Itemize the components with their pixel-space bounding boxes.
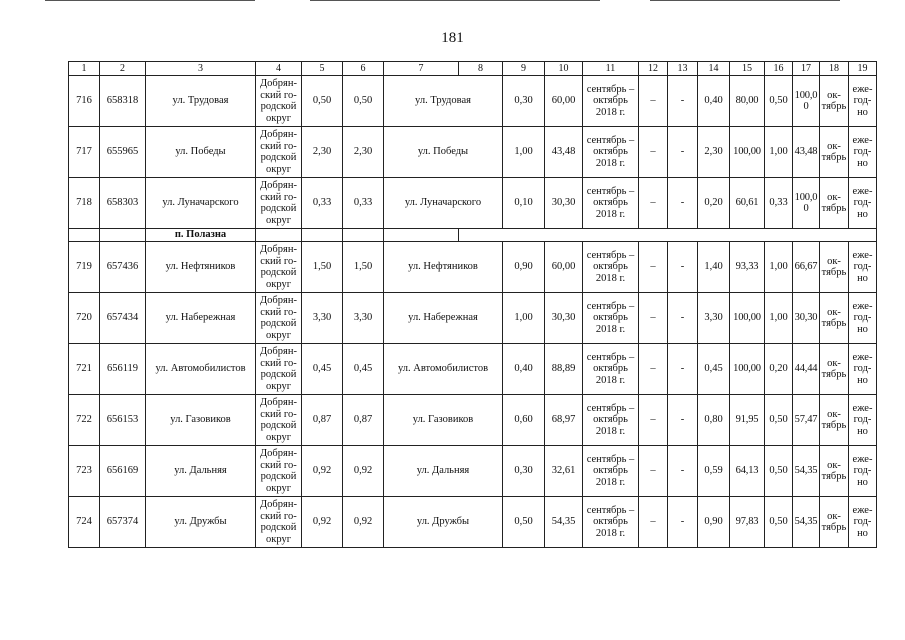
- column-header: 12: [639, 62, 668, 76]
- length-value: 0,92: [343, 446, 384, 497]
- section-name: ул. Луначарского: [384, 178, 503, 229]
- column-header: 16: [765, 62, 793, 76]
- dash-cell: -: [668, 395, 698, 446]
- section-name: ул. Газовиков: [384, 395, 503, 446]
- length-value: 2,30: [302, 127, 343, 178]
- road-code: 658303: [100, 178, 146, 229]
- work-period: сентябрь – октябрь 2018 г.: [583, 497, 639, 548]
- section-name: ул. Нефтяников: [384, 242, 503, 293]
- frequency-value: еже-год-но: [849, 293, 877, 344]
- scan-edge-line: [650, 0, 840, 1]
- percent-value: 100,0 0: [793, 76, 820, 127]
- row-number: 723: [69, 446, 100, 497]
- road-code: 656119: [100, 344, 146, 395]
- work-period: сентябрь – октябрь 2018 г.: [583, 293, 639, 344]
- percent-value: 100,00: [730, 127, 765, 178]
- length-value: 0,80: [698, 395, 730, 446]
- percent-value: 54,35: [793, 497, 820, 548]
- length-value: 1,40: [698, 242, 730, 293]
- row-number: 716: [69, 76, 100, 127]
- settlement-name: п. Полазна: [146, 229, 256, 242]
- table-row: [69, 76, 877, 127]
- frequency-value: еже-год-но: [849, 446, 877, 497]
- percent-value: 100,00: [730, 344, 765, 395]
- section-name: ул. Дружбы: [384, 497, 503, 548]
- percent-value: 44,44: [793, 344, 820, 395]
- table-row: [69, 178, 877, 229]
- month-value: ок-тябрь: [820, 344, 849, 395]
- percent-value: 68,97: [545, 395, 583, 446]
- length-value: 0,92: [302, 497, 343, 548]
- percent-value: 80,00: [730, 76, 765, 127]
- length-value: 1,50: [343, 242, 384, 293]
- column-header: 13: [668, 62, 698, 76]
- repair-length: 0,30: [503, 446, 545, 497]
- repair-length: 0,60: [503, 395, 545, 446]
- length-value: 0,50: [765, 446, 793, 497]
- row-number: 722: [69, 395, 100, 446]
- frequency-value: еже-год-но: [849, 395, 877, 446]
- column-header: 8: [459, 62, 503, 76]
- month-value: ок-тябрь: [820, 446, 849, 497]
- street-name: ул. Трудовая: [146, 76, 256, 127]
- length-value: 0,87: [302, 395, 343, 446]
- frequency-value: еже-год-но: [849, 497, 877, 548]
- empty-cell: [384, 229, 459, 242]
- district-name: Добрян-ский го-родской округ: [256, 446, 302, 497]
- length-value: 0,90: [698, 497, 730, 548]
- row-number: 720: [69, 293, 100, 344]
- repair-length: 1,00: [503, 293, 545, 344]
- district-name: Добрян-ский го-родской округ: [256, 293, 302, 344]
- road-code: 656153: [100, 395, 146, 446]
- percent-value: 30,30: [545, 293, 583, 344]
- frequency-value: еже-год-но: [849, 76, 877, 127]
- work-period: сентябрь – октябрь 2018 г.: [583, 76, 639, 127]
- percent-value: 43,48: [793, 127, 820, 178]
- work-period: сентябрь – октябрь 2018 г.: [583, 178, 639, 229]
- length-value: 0,20: [765, 344, 793, 395]
- empty-cell: [343, 229, 384, 242]
- month-value: ок-тябрь: [820, 76, 849, 127]
- repair-length: 0,10: [503, 178, 545, 229]
- length-value: 1,00: [765, 293, 793, 344]
- dash-cell: -: [668, 127, 698, 178]
- section-name: ул. Автомобилистов: [384, 344, 503, 395]
- row-number: 719: [69, 242, 100, 293]
- month-value: ок-тябрь: [820, 395, 849, 446]
- dash-cell: -: [668, 497, 698, 548]
- dash-cell: –: [639, 497, 668, 548]
- length-value: 2,30: [343, 127, 384, 178]
- percent-value: 100,0 0: [793, 178, 820, 229]
- month-value: ок-тябрь: [820, 127, 849, 178]
- scan-edge-line: [45, 0, 255, 1]
- table-row: [69, 395, 877, 446]
- length-value: 3,30: [698, 293, 730, 344]
- table-row: [69, 497, 877, 548]
- percent-value: 43,48: [545, 127, 583, 178]
- length-value: 0,45: [302, 344, 343, 395]
- length-value: 2,30: [698, 127, 730, 178]
- month-value: ок-тябрь: [820, 293, 849, 344]
- dash-cell: –: [639, 178, 668, 229]
- percent-value: 97,83: [730, 497, 765, 548]
- length-value: 1,50: [302, 242, 343, 293]
- section-name: ул. Дальняя: [384, 446, 503, 497]
- street-name: ул. Дружбы: [146, 497, 256, 548]
- column-header: 17: [793, 62, 820, 76]
- row-number: 721: [69, 344, 100, 395]
- row-number: 724: [69, 497, 100, 548]
- repair-length: 1,00: [503, 127, 545, 178]
- length-value: 0,92: [302, 446, 343, 497]
- column-header: 6: [343, 62, 384, 76]
- section-name: ул. Победы: [384, 127, 503, 178]
- length-value: 0,50: [765, 76, 793, 127]
- road-code: 656169: [100, 446, 146, 497]
- frequency-value: еже-год-но: [849, 127, 877, 178]
- length-value: 0,50: [765, 395, 793, 446]
- dash-cell: -: [668, 446, 698, 497]
- table-row: [69, 242, 877, 293]
- empty-cell: [100, 229, 146, 242]
- column-header: 19: [849, 62, 877, 76]
- header-row: [69, 62, 877, 76]
- district-name: Добрян-ский го-родской округ: [256, 497, 302, 548]
- length-value: 1,00: [765, 242, 793, 293]
- length-value: 0,20: [698, 178, 730, 229]
- road-code: 655965: [100, 127, 146, 178]
- empty-cell: [459, 229, 877, 242]
- month-value: ок-тябрь: [820, 497, 849, 548]
- length-value: 0,50: [302, 76, 343, 127]
- road-works-table: [68, 61, 877, 548]
- length-value: 1,00: [765, 127, 793, 178]
- percent-value: 60,00: [545, 242, 583, 293]
- row-number: 718: [69, 178, 100, 229]
- percent-value: 64,13: [730, 446, 765, 497]
- dash-cell: –: [639, 395, 668, 446]
- table-row: [69, 446, 877, 497]
- repair-length: 0,40: [503, 344, 545, 395]
- street-name: ул. Победы: [146, 127, 256, 178]
- frequency-value: еже-год-но: [849, 178, 877, 229]
- percent-value: 60,61: [730, 178, 765, 229]
- length-value: 0,50: [343, 76, 384, 127]
- dash-cell: -: [668, 178, 698, 229]
- percent-value: 32,61: [545, 446, 583, 497]
- district-name: Добрян-ский го-родской округ: [256, 344, 302, 395]
- percent-value: 30,30: [793, 293, 820, 344]
- percent-value: 93,33: [730, 242, 765, 293]
- work-period: сентябрь – октябрь 2018 г.: [583, 127, 639, 178]
- length-value: 0,45: [698, 344, 730, 395]
- percent-value: 60,00: [545, 76, 583, 127]
- street-name: ул. Автомобилистов: [146, 344, 256, 395]
- percent-value: 30,30: [545, 178, 583, 229]
- street-name: ул. Дальняя: [146, 446, 256, 497]
- road-code: 657434: [100, 293, 146, 344]
- work-period: сентябрь – октябрь 2018 г.: [583, 242, 639, 293]
- street-name: ул. Набережная: [146, 293, 256, 344]
- district-name: Добрян-ский го-родской округ: [256, 395, 302, 446]
- length-value: 0,33: [765, 178, 793, 229]
- empty-cell: [302, 229, 343, 242]
- work-period: сентябрь – октябрь 2018 г.: [583, 344, 639, 395]
- repair-length: 0,50: [503, 497, 545, 548]
- row-number: 717: [69, 127, 100, 178]
- page-number: 181: [441, 30, 464, 46]
- column-header: 10: [545, 62, 583, 76]
- table-row: [69, 344, 877, 395]
- length-value: 3,30: [343, 293, 384, 344]
- dash-cell: –: [639, 76, 668, 127]
- length-value: 0,45: [343, 344, 384, 395]
- dash-cell: -: [668, 242, 698, 293]
- length-value: 0,33: [302, 178, 343, 229]
- section-name: ул. Трудовая: [384, 76, 503, 127]
- percent-value: 91,95: [730, 395, 765, 446]
- road-code: 657374: [100, 497, 146, 548]
- street-name: ул. Газовиков: [146, 395, 256, 446]
- percent-value: 88,89: [545, 344, 583, 395]
- road-code: 658318: [100, 76, 146, 127]
- dash-cell: –: [639, 446, 668, 497]
- length-value: 3,30: [302, 293, 343, 344]
- column-header: 5: [302, 62, 343, 76]
- dash-cell: -: [668, 293, 698, 344]
- work-period: сентябрь – октябрь 2018 г.: [583, 446, 639, 497]
- dash-cell: -: [668, 344, 698, 395]
- column-header: 7: [384, 62, 459, 76]
- column-header: 1: [69, 62, 100, 76]
- repair-length: 0,90: [503, 242, 545, 293]
- district-name: Добрян-ский го-родской округ: [256, 242, 302, 293]
- frequency-value: еже-год-но: [849, 242, 877, 293]
- length-value: 0,59: [698, 446, 730, 497]
- column-header: 11: [583, 62, 639, 76]
- table-row: [69, 293, 877, 344]
- frequency-value: еже-год-но: [849, 344, 877, 395]
- empty-cell: [69, 229, 100, 242]
- percent-value: 54,35: [545, 497, 583, 548]
- length-value: 0,33: [343, 178, 384, 229]
- month-value: ок-тябрь: [820, 242, 849, 293]
- column-header: 15: [730, 62, 765, 76]
- work-period: сентябрь – октябрь 2018 г.: [583, 395, 639, 446]
- column-header: 2: [100, 62, 146, 76]
- section-row: [69, 229, 877, 242]
- length-value: 0,92: [343, 497, 384, 548]
- percent-value: 57,47: [793, 395, 820, 446]
- column-header: 14: [698, 62, 730, 76]
- dash-cell: -: [668, 76, 698, 127]
- dash-cell: –: [639, 242, 668, 293]
- repair-length: 0,30: [503, 76, 545, 127]
- column-header: 9: [503, 62, 545, 76]
- district-name: Добрян-ский го-родской округ: [256, 127, 302, 178]
- district-name: Добрян-ский го-родской округ: [256, 76, 302, 127]
- column-header: 18: [820, 62, 849, 76]
- length-value: 0,40: [698, 76, 730, 127]
- length-value: 0,50: [765, 497, 793, 548]
- empty-cell: [256, 229, 302, 242]
- table-row: [69, 127, 877, 178]
- section-name: ул. Набережная: [384, 293, 503, 344]
- district-name: Добрян-ский го-родской округ: [256, 178, 302, 229]
- dash-cell: –: [639, 344, 668, 395]
- column-header: 3: [146, 62, 256, 76]
- percent-value: 66,67: [793, 242, 820, 293]
- dash-cell: –: [639, 293, 668, 344]
- scan-edge-line: [310, 0, 600, 1]
- percent-value: 54,35: [793, 446, 820, 497]
- percent-value: 100,00: [730, 293, 765, 344]
- column-header: 4: [256, 62, 302, 76]
- street-name: ул. Нефтяников: [146, 242, 256, 293]
- dash-cell: –: [639, 127, 668, 178]
- month-value: ок-тябрь: [820, 178, 849, 229]
- street-name: ул. Луначарского: [146, 178, 256, 229]
- road-code: 657436: [100, 242, 146, 293]
- length-value: 0,87: [343, 395, 384, 446]
